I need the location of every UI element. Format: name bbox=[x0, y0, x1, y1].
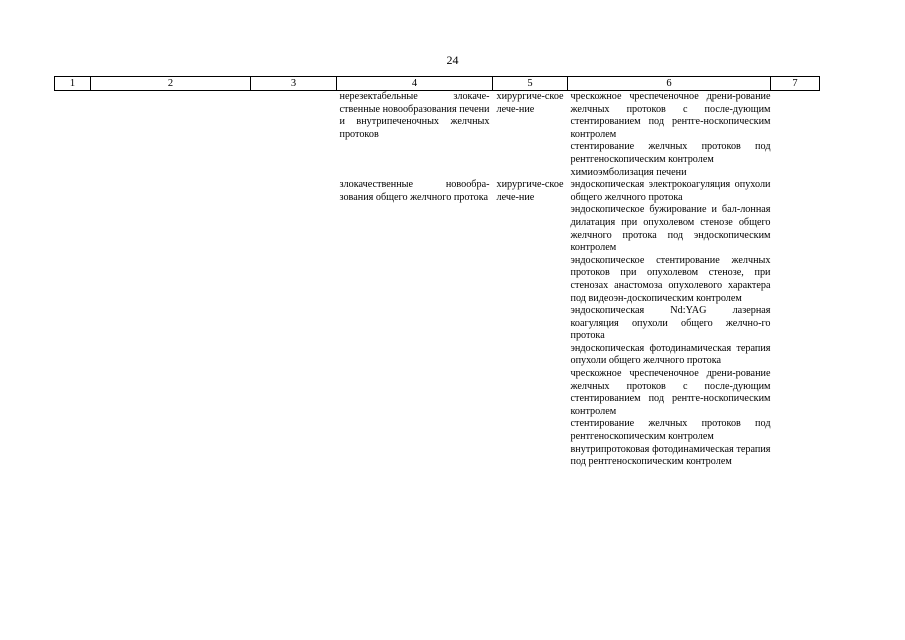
cell-col3 bbox=[251, 91, 337, 180]
diagnosis-text: нерезектабельные злокаче-ственные новообразования печени и внутрипеченочных желчных протоков bbox=[339, 91, 490, 140]
table-header bbox=[55, 77, 820, 91]
column-header: 6 bbox=[568, 77, 771, 91]
diagnosis-text: злокачественные новообра-зования общего желчного протока bbox=[339, 179, 490, 203]
method-text: стентирование желчных протоков под рентгеноскопическим контролем bbox=[570, 418, 771, 443]
cell-col1 bbox=[55, 91, 91, 180]
method-text: эндоскопическое бужирование и бал-лонная дилатация при опухолевом стенозе общего желчного протока под эндоскопическим контролем bbox=[570, 204, 771, 254]
cell-treatment-type bbox=[493, 91, 568, 180]
method-text: химиоэмболизация печени bbox=[570, 166, 687, 178]
method-text: эндоскопическая электрокоагуляция опухоли общего желчного протока bbox=[570, 179, 771, 203]
cell-treatment-type bbox=[493, 179, 568, 469]
column-header: 2 bbox=[91, 77, 251, 91]
column-header: 4 bbox=[337, 77, 493, 91]
column-header: 1 bbox=[55, 77, 91, 91]
method-text: эндоскопическая фотодинамическая терапия опухоли общего желчного протока bbox=[570, 342, 771, 367]
cell-diagnosis bbox=[337, 91, 493, 180]
cell-col2 bbox=[91, 179, 251, 469]
page-number: 24 bbox=[446, 53, 459, 67]
cell-diagnosis bbox=[337, 179, 493, 469]
cell-methods bbox=[568, 91, 771, 180]
method-text: стентирование желчных протоков под рентгеноскопическим контролем bbox=[570, 141, 771, 165]
column-header: 5 bbox=[493, 77, 568, 91]
cell-col3 bbox=[251, 179, 337, 469]
cell-col2 bbox=[91, 91, 251, 180]
header-row bbox=[55, 77, 820, 91]
treatment-type-text: хирургиче-ское лече-ние bbox=[496, 179, 564, 203]
table-row bbox=[55, 91, 820, 180]
table-row bbox=[55, 179, 820, 469]
column-header: 3 bbox=[251, 77, 337, 91]
method-text: эндоскопическое стентирование желчных протоков при опухолевом стенозе, при стенозах анастомоза опухолевого характера под видеоэн-доскопическим контролем bbox=[570, 254, 771, 304]
method-text: внутрипротоковая фотодинамическая терапия под рентгеноскопическим контролем bbox=[570, 443, 771, 468]
method-text: чрескожное чреспеченочное дрени-рование желчных протоков с после-дующим стентированием под рентге-носкопическим контролем bbox=[570, 368, 771, 417]
treatment-type-text: хирургиче-ское лече-ние bbox=[496, 91, 564, 115]
cell-methods bbox=[568, 179, 771, 469]
cell-col7 bbox=[771, 91, 820, 180]
cell-col7 bbox=[771, 179, 820, 469]
cell-col1 bbox=[55, 179, 91, 469]
method-text: эндоскопическая Nd:YAG лазерная коагуляция опухоли общего желчно-го протока bbox=[570, 305, 771, 342]
medical-care-table bbox=[54, 76, 820, 469]
method-text: чрескожное чреспеченочное дрени-рование желчных протоков с после-дующим стентированием под рентге-носкопическим контролем bbox=[570, 91, 771, 140]
column-header: 7 bbox=[771, 77, 820, 91]
